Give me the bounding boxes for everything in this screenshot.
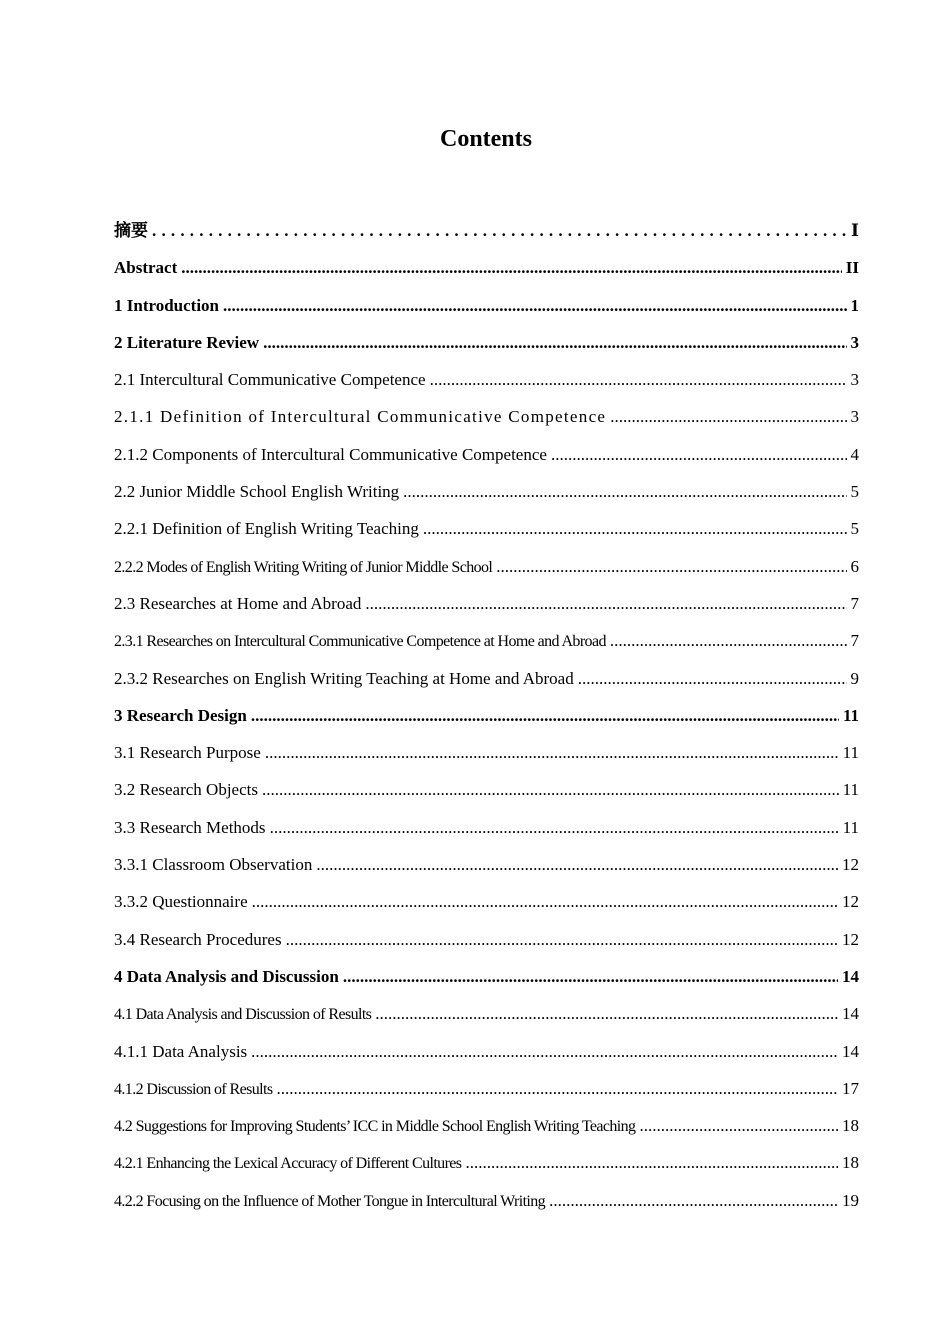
toc-dot-leader bbox=[365, 585, 846, 622]
toc-entry[interactable] bbox=[114, 1107, 859, 1144]
toc-entry[interactable] bbox=[114, 473, 859, 510]
toc-entry-label: Abstract bbox=[114, 258, 178, 278]
toc-entry-page-number: 14 bbox=[842, 966, 859, 986]
toc-dot-leader bbox=[496, 548, 846, 585]
toc-dot-leader bbox=[251, 697, 839, 734]
toc-entry-page-number: 11 bbox=[842, 743, 859, 763]
toc-entry-page-number: 11 bbox=[842, 817, 859, 837]
toc-entry[interactable] bbox=[114, 510, 859, 547]
toc-dot-leader bbox=[251, 1033, 838, 1070]
toc-entry-label: 4.1.2 Discussion of Results bbox=[114, 1080, 273, 1098]
toc-dot-leader bbox=[265, 734, 839, 771]
toc-entry-page-number: 11 bbox=[842, 780, 859, 800]
toc-dot-leader bbox=[316, 846, 838, 883]
toc-dot-leader bbox=[270, 809, 839, 846]
toc-entry-page-number: 9 bbox=[850, 668, 859, 688]
toc-entry[interactable] bbox=[114, 548, 859, 585]
toc-entry-label: 4.2 Suggestions for Improving Students’ ICC in Middle School English Writing Teaching bbox=[114, 1118, 636, 1136]
toc-entry[interactable] bbox=[114, 436, 859, 473]
toc-entry-page-number: 12 bbox=[842, 855, 859, 875]
toc-entry-page-number: 5 bbox=[850, 482, 859, 502]
toc-dot-leader bbox=[375, 995, 838, 1032]
toc-entry-page-number: II bbox=[845, 258, 859, 278]
toc-entry-label: 2.1 Intercultural Communicative Competence bbox=[114, 370, 426, 390]
toc-entry-label: 4 Data Analysis and Discussion bbox=[114, 966, 339, 986]
toc-entry-label: 摘要 bbox=[114, 221, 148, 240]
toc-entry-label: 3.3 Research Methods bbox=[114, 817, 266, 837]
toc-entry-page-number: 5 bbox=[850, 519, 859, 539]
toc-dot-leader bbox=[276, 1070, 838, 1107]
toc-entry[interactable] bbox=[114, 212, 859, 249]
toc-dot-leader bbox=[610, 398, 846, 435]
toc-entry-page-number: 14 bbox=[842, 1041, 859, 1061]
toc-entry[interactable] bbox=[114, 771, 859, 808]
toc-dot-leader bbox=[465, 1144, 838, 1181]
toc-entry[interactable] bbox=[114, 846, 859, 883]
toc-dot-leader bbox=[430, 361, 847, 398]
toc-entry-label: 2.1.1 Definition of Intercultural Communicative Competence bbox=[114, 407, 607, 427]
toc-dot-leader bbox=[263, 324, 846, 361]
toc-dot-leader bbox=[423, 510, 847, 547]
toc-entry-page-number: 6 bbox=[850, 556, 859, 576]
toc-entry-label: 2.3.1 Researches on Intercultural Communicative Competence at Home and Abroad bbox=[114, 633, 606, 651]
toc-entry-label: 2.2.2 Modes of English Writing Writing of Junior Middle School bbox=[114, 558, 493, 576]
toc-entry-page-number: Ⅰ bbox=[851, 221, 859, 240]
toc-dot-leader bbox=[286, 921, 838, 958]
toc-entry-label: 3.1 Research Purpose bbox=[114, 743, 261, 763]
toc-entry-page-number: 3 bbox=[850, 332, 859, 352]
toc-entry[interactable] bbox=[114, 622, 859, 659]
toc-entry[interactable] bbox=[114, 921, 859, 958]
toc-entry[interactable] bbox=[114, 958, 859, 995]
toc-entry[interactable] bbox=[114, 324, 859, 361]
toc-entry[interactable] bbox=[114, 1070, 859, 1107]
toc-entry-page-number: 12 bbox=[842, 929, 859, 949]
toc-entry-label: 2.2.1 Definition of English Writing Teaching bbox=[114, 519, 419, 539]
toc-entry-label: 3 Research Design bbox=[114, 705, 247, 725]
toc-entry[interactable] bbox=[114, 1144, 859, 1181]
toc-entry[interactable] bbox=[114, 361, 859, 398]
toc-entry-label: 3.4 Research Procedures bbox=[114, 929, 282, 949]
toc-entry-page-number: 18 bbox=[842, 1116, 859, 1136]
toc-entry-label: 1 Introduction bbox=[114, 295, 220, 315]
toc-entry[interactable] bbox=[114, 249, 859, 286]
toc-dot-leader bbox=[610, 622, 847, 659]
toc-entry-page-number: 19 bbox=[842, 1190, 859, 1210]
toc-entry-label: 4.2.2 Focusing on the Influence of Mother Tongue in Intercultural Writing bbox=[114, 1192, 546, 1210]
toc-dot-leader bbox=[578, 660, 847, 697]
toc-dot-leader bbox=[343, 958, 838, 995]
toc-dot-leader bbox=[152, 212, 847, 249]
toc-entry-page-number: 17 bbox=[842, 1078, 859, 1098]
toc-entry-page-number: 11 bbox=[842, 705, 859, 725]
toc-entry-page-number: 14 bbox=[842, 1004, 859, 1024]
toc-entry-label: 2.3.2 Researches on English Writing Teaching at Home and Abroad bbox=[114, 668, 574, 688]
toc-entry[interactable] bbox=[114, 585, 859, 622]
toc-entry[interactable] bbox=[114, 809, 859, 846]
toc-entry-page-number: 3 bbox=[850, 407, 859, 427]
toc-entry-label: 2.3 Researches at Home and Abroad bbox=[114, 593, 362, 613]
toc-entry[interactable] bbox=[114, 287, 859, 324]
toc-entry[interactable] bbox=[114, 995, 859, 1032]
toc-entry[interactable] bbox=[114, 734, 859, 771]
toc-entry-label: 4.2.1 Enhancing the Lexical Accuracy of Different Cultures bbox=[114, 1155, 462, 1173]
toc-entry-label: 3.2 Research Objects bbox=[114, 780, 258, 800]
toc-dot-leader bbox=[223, 287, 846, 324]
toc-entry-page-number: 3 bbox=[850, 370, 859, 390]
toc-entry[interactable] bbox=[114, 660, 859, 697]
toc-entry-page-number: 18 bbox=[842, 1153, 859, 1173]
toc-entry-label: 4.1.1 Data Analysis bbox=[114, 1041, 248, 1061]
toc-dot-leader bbox=[551, 436, 847, 473]
toc-entry-label: 2.1.2 Components of Intercultural Communicative Competence bbox=[114, 444, 547, 464]
toc-dot-leader bbox=[252, 883, 838, 920]
toc-entry-page-number: 7 bbox=[850, 593, 859, 613]
toc-dot-leader bbox=[549, 1182, 838, 1219]
toc-entry-label: 4.1 Data Analysis and Discussion of Results bbox=[114, 1006, 372, 1024]
toc-dot-leader bbox=[639, 1107, 838, 1144]
toc-entry[interactable] bbox=[114, 697, 859, 734]
toc-entry[interactable] bbox=[114, 1182, 859, 1219]
toc-entry[interactable] bbox=[114, 398, 859, 435]
toc-entry-page-number: 12 bbox=[842, 892, 859, 912]
toc-entry[interactable] bbox=[114, 883, 859, 920]
toc-entry-page-number: 1 bbox=[850, 295, 859, 315]
toc-entry-label: 2 Literature Review bbox=[114, 332, 260, 352]
toc-entry-page-number: 7 bbox=[850, 631, 859, 651]
table-of-contents bbox=[114, 212, 859, 1219]
toc-entry-label: 3.3.2 Questionnaire bbox=[114, 892, 248, 912]
toc-entry-label: 2.2 Junior Middle School English Writing bbox=[114, 482, 400, 502]
toc-dot-leader bbox=[262, 771, 839, 808]
toc-dot-leader bbox=[181, 249, 842, 286]
page-title: Contents bbox=[439, 126, 532, 152]
toc-entry-label: 3.3.1 Classroom Observation bbox=[114, 855, 313, 875]
toc-entry[interactable] bbox=[114, 1033, 859, 1070]
toc-dot-leader bbox=[403, 473, 846, 510]
toc-entry-page-number: 4 bbox=[850, 444, 859, 464]
